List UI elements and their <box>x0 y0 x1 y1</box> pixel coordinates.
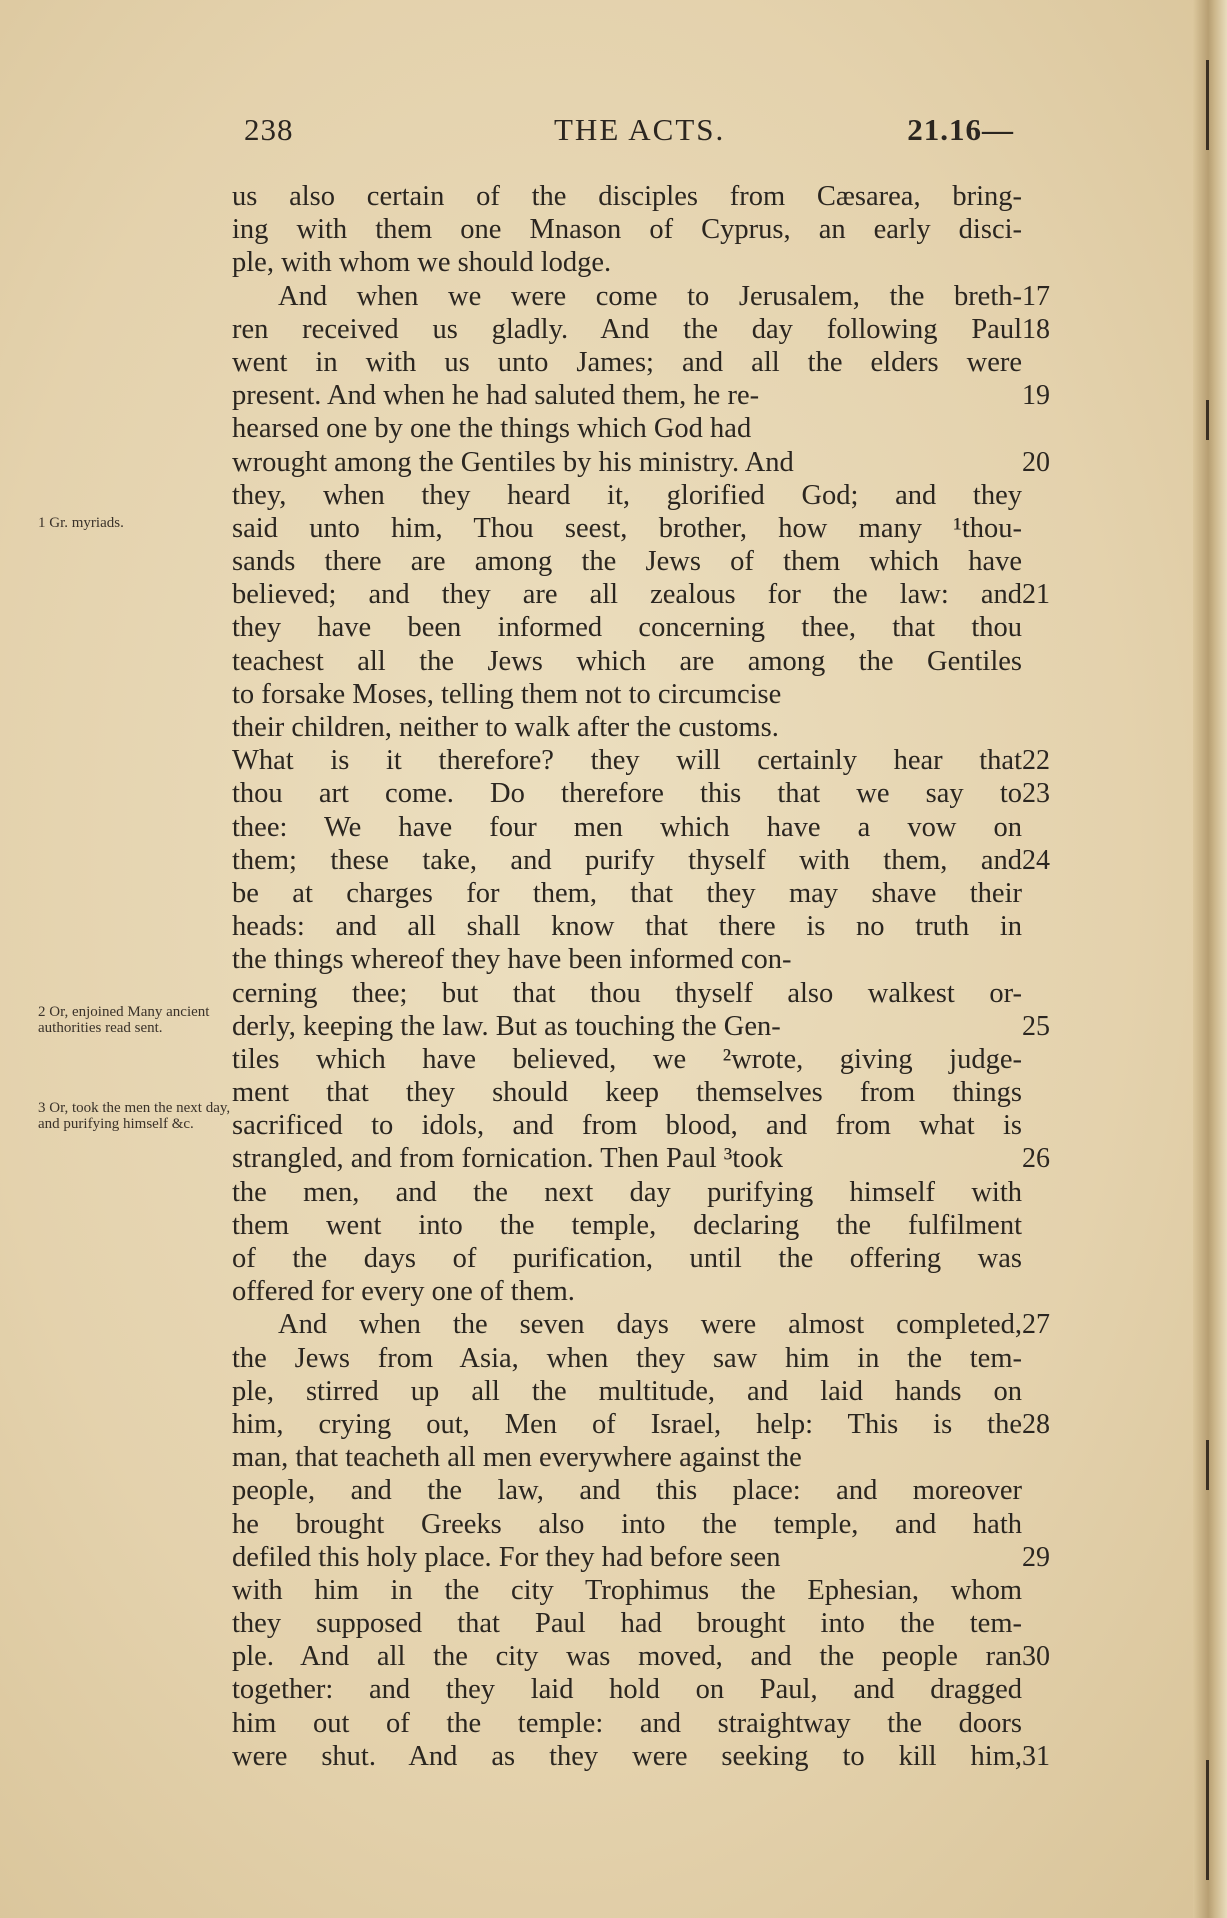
text-line <box>232 346 1022 379</box>
text-line <box>232 1342 1022 1375</box>
text-line <box>232 412 1022 445</box>
text-line <box>232 1375 1022 1408</box>
verse-number: 25 <box>1022 1010 1050 1042</box>
text-line <box>232 777 1050 810</box>
verse-number: 26 <box>1022 1143 1050 1175</box>
text-line-content: they supposed that Paul had brought into the tem- <box>232 1608 1022 1640</box>
text-line <box>232 1076 1022 1109</box>
text-line <box>232 877 1022 910</box>
text-line <box>232 479 1022 512</box>
margin-note: 3 Or, took the men the next day, and purifying himself &c. <box>38 1100 231 1132</box>
text-line-content: man, that teacheth all men everywhere against the <box>232 1442 802 1474</box>
text-line <box>232 1640 1050 1673</box>
text-line <box>232 910 1022 943</box>
verse-number: 31 <box>1022 1740 1050 1772</box>
verse-number: 27 <box>1022 1309 1050 1341</box>
text-line <box>232 446 1050 479</box>
verse-number: 24 <box>1022 844 1050 876</box>
text-line-content: derly, keeping the law. But as touching the Gen- <box>232 1010 781 1042</box>
text-line-content: ple. And all the city was moved, and the people ran <box>232 1641 1022 1673</box>
text-line <box>232 1607 1022 1640</box>
text-line <box>232 1673 1022 1706</box>
text-line <box>232 1043 1022 1076</box>
verse-number: 18 <box>1022 313 1050 345</box>
text-line-content: the things whereof they have been informed con- <box>232 944 792 976</box>
text-line <box>232 578 1050 611</box>
text-line <box>232 977 1022 1010</box>
text-line-content: the Jews from Asia, when they saw him in the tem- <box>232 1342 1022 1374</box>
text-line <box>232 844 1050 877</box>
text-line <box>232 1574 1022 1607</box>
scripture-text <box>232 180 1050 1773</box>
text-line <box>232 1740 1050 1773</box>
verse-number: 21 <box>1022 579 1050 611</box>
text-line <box>232 1308 1050 1341</box>
text-line-content: ing with them one Mnason of Cyprus, an early disci- <box>232 214 1022 246</box>
text-line-content: to forsake Moses, telling them not to circumcise <box>232 678 782 710</box>
text-line <box>232 1176 1022 1209</box>
text-line-content: of the days of purification, until the offering was <box>232 1243 1022 1274</box>
text-line-content: What is it therefore? they will certainly hear that <box>232 745 1022 777</box>
verse-number: 19 <box>1022 380 1050 412</box>
text-line <box>232 1109 1022 1142</box>
text-line-content: were shut. And as they were seeking to kill him, <box>232 1740 1022 1772</box>
margin-note: 1 Gr. myriads. <box>38 515 124 531</box>
page-header <box>244 112 1014 152</box>
text-line-content: cerning thee; but that thou thyself also walkest or- <box>232 977 1022 1009</box>
text-line-content: wrought among the Gentiles by his ministry. And <box>232 446 794 478</box>
text-line-content: sands there are among the Jews of them which have <box>232 546 1022 578</box>
verse-number: 22 <box>1022 745 1050 777</box>
text-line-content: ren received us gladly. And the day following Paul <box>232 313 1022 345</box>
text-line-content: he brought Greeks also into the temple, and hath <box>232 1508 1022 1540</box>
text-line-content: them went into the temple, declaring the fulfilment <box>232 1209 1022 1241</box>
text-line <box>232 1707 1022 1740</box>
text-line-content: people, and the law, and this place: and moreover <box>232 1475 1022 1507</box>
text-line-content: hearsed one by one the things which God had <box>232 413 752 445</box>
text-line-content: And when the seven days were almost completed, <box>278 1309 1022 1341</box>
verse-number: 17 <box>1022 280 1050 312</box>
verse-number: 28 <box>1022 1408 1050 1440</box>
text-line-content: them; these take, and purify thyself with them, and <box>232 844 1022 876</box>
text-line-content: us also certain of the disciples from Cæsarea, bring- <box>232 181 1022 212</box>
text-line-content: went in with us unto James; and all the elders were <box>232 346 1022 378</box>
verse-number: 23 <box>1022 778 1050 810</box>
text-line-content: him, crying out, Men of Israel, help: This is the <box>232 1408 1022 1440</box>
text-line <box>232 1010 1050 1043</box>
text-line-content: their children, neither to walk after the customs. <box>232 712 779 743</box>
page-number: 238 <box>244 112 294 147</box>
text-line <box>232 711 1022 744</box>
text-line-content: defiled this holy place. For they had before seen <box>232 1541 781 1573</box>
margin-note: 2 Or, enjoined Many ancient authorities read sent. <box>38 1004 210 1036</box>
text-line-content: ment that they should keep themselves from things <box>232 1077 1022 1109</box>
text-line <box>232 811 1022 844</box>
text-line <box>232 313 1050 346</box>
text-line <box>232 280 1050 313</box>
text-line-content: thee: We have four men which have a vow on <box>232 811 1022 843</box>
text-line <box>232 1474 1022 1507</box>
text-line-content: heads: and all shall know that there is no truth in <box>232 911 1022 943</box>
text-line-content: they, when they heard it, glorified God; and they <box>232 479 1022 511</box>
text-line-content: sacrificed to idols, and from blood, and from what is <box>232 1110 1022 1142</box>
text-line-content: him out of the temple: and straightway the doors <box>232 1707 1022 1739</box>
book-spine-edge <box>1193 0 1227 1918</box>
verse-number: 29 <box>1022 1541 1050 1573</box>
text-line <box>232 943 1022 976</box>
text-line-content: said unto him, Thou seest, brother, how many ¹thou- <box>232 512 1022 544</box>
text-line <box>232 545 1022 578</box>
text-line-content: offered for every one of them. <box>232 1276 575 1308</box>
text-line-content: tiles which have believed, we ²wrote, giving judge- <box>232 1043 1022 1075</box>
text-line <box>232 1275 1022 1308</box>
text-line-content: ple, with whom we should lodge. <box>232 247 612 279</box>
text-line-content: they have been informed concerning thee, that thou <box>232 612 1022 644</box>
text-line <box>232 1142 1050 1175</box>
text-line <box>232 1508 1022 1541</box>
verse-number: 20 <box>1022 446 1050 478</box>
text-line <box>232 1209 1022 1242</box>
text-line <box>232 512 1022 545</box>
text-line-content: together: and they laid hold on Paul, and dragged <box>232 1674 1022 1706</box>
running-title: THE ACTS. <box>554 112 726 147</box>
text-line <box>232 678 1022 711</box>
text-line-content: ple, stirred up all the multitude, and laid hands on <box>232 1375 1022 1407</box>
chapter-verse-reference: 21.16— <box>907 112 1014 147</box>
text-line <box>232 611 1022 644</box>
text-line-content: with him in the city Trophimus the Ephesian, whom <box>232 1574 1022 1606</box>
text-line-content: teachest all the Jews which are among the Gentiles <box>232 645 1022 677</box>
text-line-content: thou art come. Do therefore this that we say to <box>232 778 1022 810</box>
text-line <box>232 1441 1022 1474</box>
text-line <box>232 1242 1022 1275</box>
text-line <box>232 180 1022 213</box>
text-line-content: present. And when he had saluted them, he re- <box>232 380 760 412</box>
text-line <box>232 379 1050 412</box>
text-line-content: believed; and they are all zealous for the law: and <box>232 579 1022 611</box>
text-line-content: be at charges for them, that they may shave their <box>232 877 1022 909</box>
text-line-content: strangled, and from fornication. Then Paul ³took <box>232 1143 783 1175</box>
text-line <box>232 246 1022 279</box>
text-line-content: the men, and the next day purifying himself with <box>232 1176 1022 1208</box>
text-line <box>232 645 1022 678</box>
text-line <box>232 213 1022 246</box>
text-line <box>232 1541 1050 1574</box>
text-line-content: And when we were come to Jerusalem, the breth- <box>278 280 1022 312</box>
text-line <box>232 744 1050 777</box>
text-line <box>232 1408 1050 1441</box>
verse-number: 30 <box>1022 1641 1050 1673</box>
